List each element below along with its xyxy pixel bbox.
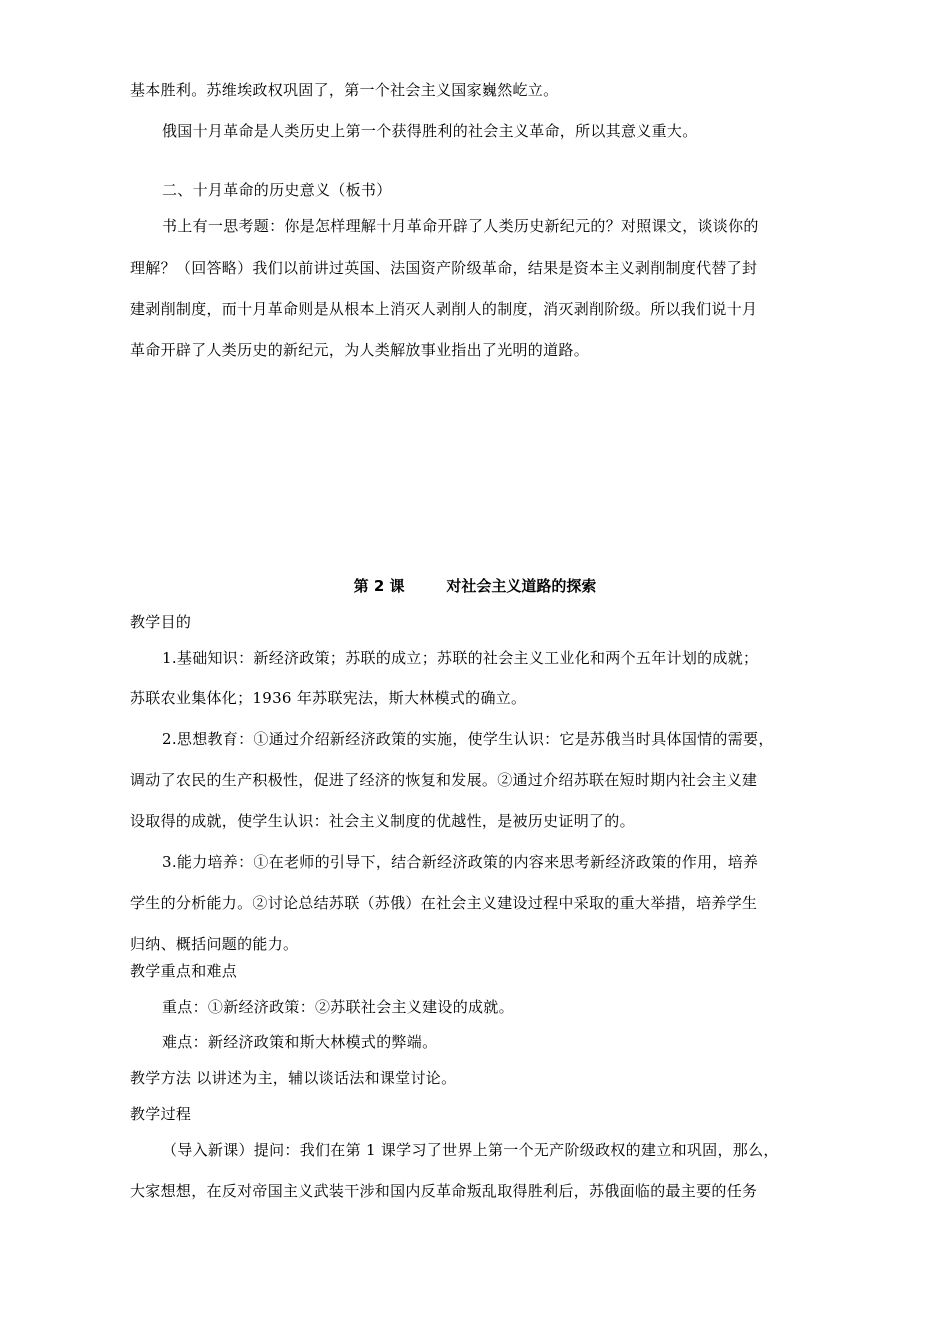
lesson-title: 第 2 课 对社会主义道路的探索	[353, 577, 597, 595]
paragraph-line: 大家想想，在反对帝国主义武装干涉和国内反革命叛乱取得胜利后，苏俄面临的最主要的任务	[130, 1182, 758, 1200]
objectives-heading: 教学目的	[130, 613, 192, 631]
paragraph-line: 调动了农民的生产积极性，促进了经济的恢复和发展。②通过介绍苏联在短时期内社会主义建	[130, 771, 758, 789]
paragraph-line: 归纳、概括问题的能力。	[130, 935, 299, 953]
keypoint-line: 重点：①新经济政策：②苏联社会主义建设的成就。	[162, 998, 514, 1016]
difficulty-line: 难点：新经济政策和斯大林模式的弊端。	[162, 1033, 438, 1051]
keypoints-heading: 教学重点和难点	[130, 962, 238, 980]
paragraph-line: 俄国十月革命是人类历史上第一个获得胜利的社会主义革命，所以其意义重大。	[162, 122, 698, 140]
paragraph-line: 1.基础知识：新经济政策；苏联的成立；苏联的社会主义工业化和两个五年计划的成就；	[162, 649, 759, 667]
paragraph-line: 基本胜利。苏维埃政权巩固了，第一个社会主义国家巍然屹立。	[130, 81, 559, 99]
method-line: 教学方法 以讲述为主，辅以谈话法和课堂讨论。	[130, 1069, 457, 1087]
paragraph-line: 革命开辟了人类历史的新纪元，为人类解放事业指出了光明的道路。	[130, 341, 590, 359]
paragraph-line: 书上有一思考题：你是怎样理解十月革命开辟了人类历史新纪元的？对照课文，谈谈你的	[162, 217, 759, 235]
paragraph-line: 3.能力培养：①在老师的引导下，结合新经济政策的内容来思考新经济政策的作用，培养	[162, 853, 759, 871]
paragraph-line: 苏联农业集体化；1936 年苏联宪法，斯大林模式的确立。	[130, 689, 527, 707]
paragraph-line: 2.思想教育：①通过介绍新经济政策的实施，使学生认识：它是苏俄当时具体国情的需要，	[162, 730, 774, 748]
section-heading: 二、十月革命的历史意义（板书）	[162, 181, 392, 199]
paragraph-line: 学生的分析能力。②讨论总结苏联（苏俄）在社会主义建设过程中采取的重大举措，培养学生	[130, 894, 758, 912]
paragraph-line: 理解？（回答略）我们以前讲过英国、法国资产阶级革命，结果是资本主义剥削制度代替了封	[130, 259, 758, 277]
paragraph-line: 建剥削制度，而十月革命则是从根本上消灭人剥削人的制度，消灭剥削阶级。所以我们说十月	[130, 300, 758, 318]
paragraph-line: 设取得的成就，使学生认识：社会主义制度的优越性，是被历史证明了的。	[130, 812, 635, 830]
paragraph-line: （导入新课）提问：我们在第 1 课学习了世界上第一个无产阶级政权的建立和巩固，那么，	[162, 1141, 779, 1159]
process-heading: 教学过程	[130, 1105, 192, 1123]
